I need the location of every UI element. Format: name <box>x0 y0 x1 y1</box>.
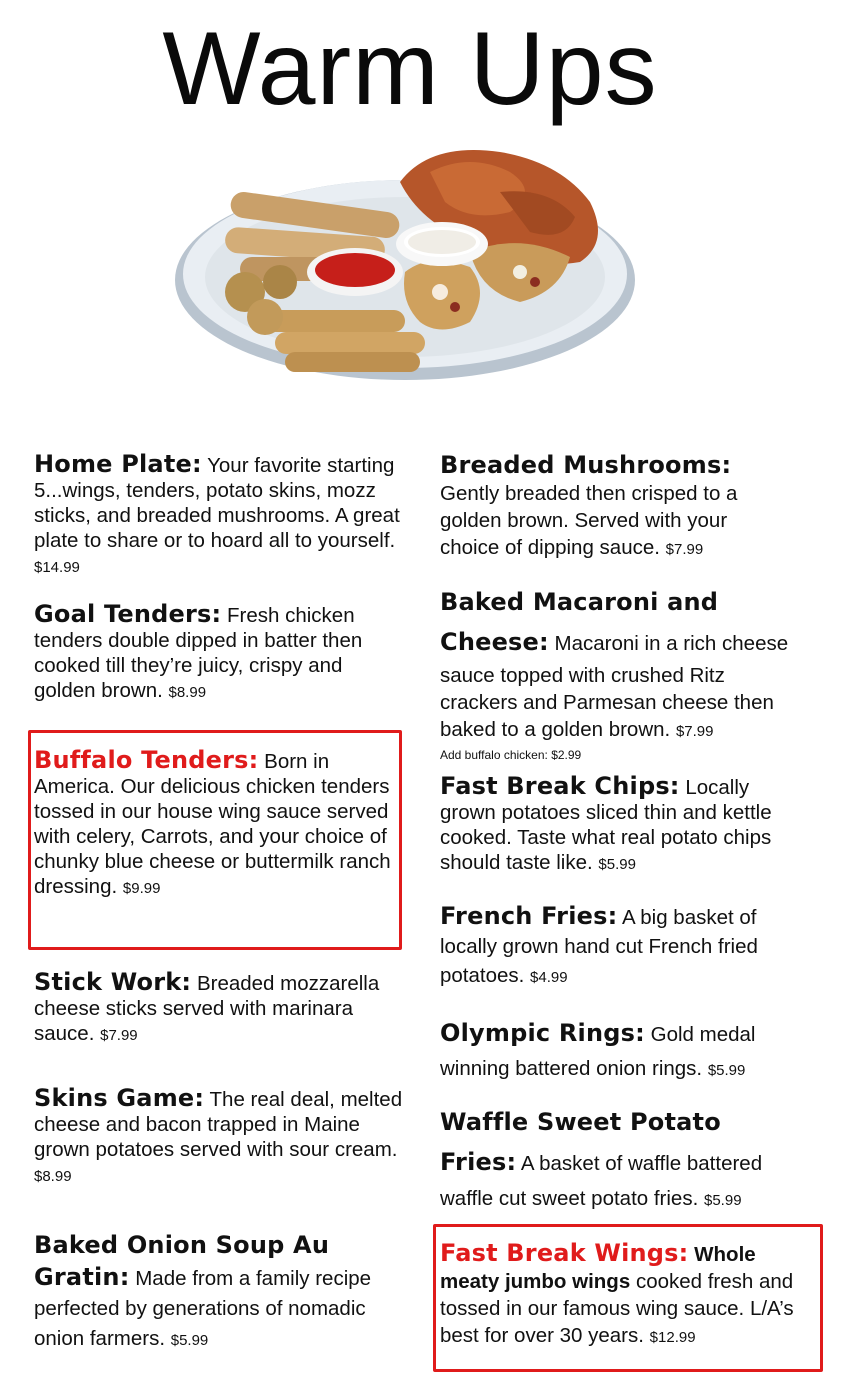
item-description: Gently breaded then crisped to a golden brown. Served with your choice of dipping sauce. <box>440 482 738 559</box>
item-price: $12.99 <box>649 1329 696 1346</box>
item-addon-note: Add buffalo chicken: $2.99 <box>440 748 582 762</box>
item-name: Baked Onion Soup Au Gratin: <box>34 1231 330 1291</box>
item-name: Baked Macaroni and Cheese: <box>440 588 719 656</box>
item-description: Born in America. Our delicious chicken tenders tossed in our house wing sauce served with celery, Carrots, and your choice of chunky blue cheese or buttermilk ranch dressing. <box>34 750 391 898</box>
item-name: Fast Break Wings: <box>440 1239 689 1267</box>
item-description: Fresh chicken tenders double dipped in batter then cooked till they’re juicy, crispy and golden brown. <box>34 604 363 702</box>
item-description: Macaroni in a rich cheese sauce topped with crushed Ritz crackers and Parmesan cheese then baked to a golden brown. <box>440 632 789 741</box>
item-name: Skins Game: <box>34 1084 205 1112</box>
menu-item-home-plate <box>34 452 409 580</box>
menu-item-fast-break-wings <box>440 1240 814 1351</box>
menu-item-baked-macaroni <box>440 582 805 763</box>
item-description: A basket of waffle battered waffle cut sweet potato fries. <box>440 1152 763 1210</box>
item-price: $4.99 <box>530 969 568 986</box>
item-description: Locally grown potatoes sliced thin and kettle cooked. Taste what real potato chips should taste like. <box>440 776 772 874</box>
menu-item-olympic-rings <box>440 1016 800 1088</box>
item-description: A big basket of locally grown hand cut French fried potatoes. <box>440 906 758 987</box>
item-description: The real deal, melted cheese and bacon trapped in Maine grown potatoes served with sour cream. <box>34 1088 403 1161</box>
menu-item-onion-soup <box>34 1230 406 1356</box>
item-name: Fast Break Chips: <box>440 772 680 800</box>
menu-item-stick-work <box>34 970 406 1048</box>
item-name: Goal Tenders: <box>34 600 222 628</box>
menu-item-waffle-fries <box>440 1102 805 1217</box>
item-price: $9.99 <box>122 880 161 897</box>
menu-item-french-fries <box>440 902 800 992</box>
item-price: $7.99 <box>100 1027 138 1044</box>
menu-item-skins-game <box>34 1086 406 1189</box>
item-name: Buffalo Tenders: <box>34 746 259 774</box>
item-description: Your favorite starting 5...wings, tenders, potato skins, mozz sticks, and breaded mushrooms. A great plate to share or to hoard all to yourself. <box>34 454 400 552</box>
appetizer-platter-image <box>170 132 640 402</box>
item-name: Home Plate: <box>34 450 202 478</box>
item-price: $8.99 <box>168 684 207 701</box>
menu-item-breaded-mushrooms <box>440 452 785 563</box>
page-title: Warm Ups <box>162 11 658 127</box>
item-price: $5.99 <box>707 1062 746 1079</box>
item-name: Olympic Rings: <box>440 1019 645 1047</box>
item-description: Made from a family recipe perfected by generations of nomadic onion farmers. <box>34 1267 372 1350</box>
item-price: $7.99 <box>675 723 714 740</box>
item-price: $7.99 <box>665 541 704 558</box>
item-name: Waffle Sweet Potato Fries: <box>440 1108 721 1176</box>
item-description: cooked fresh and tossed in our famous wing sauce. L/A’s best for over 30 years. <box>440 1270 794 1347</box>
item-description: Gold medal winning battered onion rings. <box>440 1023 756 1080</box>
item-name: Stick Work: <box>34 968 192 996</box>
item-price: $14.99 <box>34 559 80 576</box>
menu-item-goal-tenders <box>34 602 402 705</box>
item-price: $5.99 <box>704 1192 742 1209</box>
menu-item-fast-break-chips <box>440 774 805 877</box>
item-name: French Fries: <box>440 902 618 930</box>
menu-item-buffalo-tenders <box>34 748 394 901</box>
item-name: Breaded Mushrooms: <box>440 451 732 479</box>
item-price: $8.99 <box>34 1168 72 1185</box>
item-price: $5.99 <box>598 856 636 873</box>
item-price: $5.99 <box>170 1332 209 1349</box>
item-description: Breaded mozzarella cheese sticks served with marinara sauce. <box>34 972 380 1045</box>
item-bold-description: Whole meaty jumbo wings <box>440 1243 756 1293</box>
